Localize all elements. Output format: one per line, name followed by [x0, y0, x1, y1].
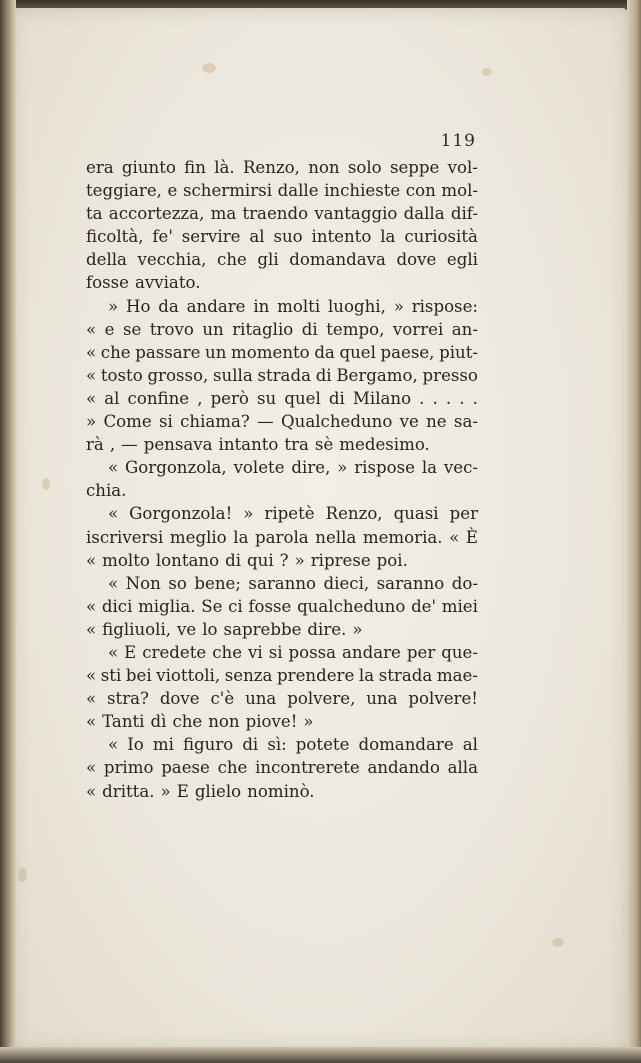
- text-line: » Come si chiama? — Qualcheduno ve ne sa-: [86, 412, 478, 432]
- text-line: chia.: [86, 481, 127, 501]
- text-line: « Gorgonzola, volete dire, » rispose la vec-: [108, 458, 478, 478]
- text-line: fosse avviato.: [86, 273, 201, 293]
- text-line: era giunto fin là. Renzo, non solo seppe vol-: [86, 158, 478, 177]
- foxing-spot: [18, 868, 27, 882]
- text-line: « dici miglia. Se ci fosse qualcheduno de' miei: [86, 596, 478, 616]
- foxing-spot: [482, 68, 492, 76]
- text-line: « stra? dove c'è una polvere, una polvere!: [86, 689, 478, 709]
- text-line: « e se trovo un ritaglio di tempo, vorrei an-: [86, 319, 478, 339]
- text-line: « tosto grosso, sulla strada di Bergamo, presso: [86, 365, 478, 385]
- foxing-spot: [552, 938, 564, 947]
- text-line: « al confine , però su quel di Milano . . . . .: [86, 388, 478, 408]
- page-number: 119: [440, 131, 476, 151]
- text-line: « primo paese che incontrerete andando alla: [86, 758, 478, 778]
- text-line: teggiare, e schermirsi dalle inchieste con mol-: [86, 181, 478, 201]
- text-line: « molto lontano di qui ? » riprese poi.: [86, 550, 408, 570]
- text-line: della vecchia, che gli domandava dove egli: [86, 250, 478, 270]
- text-line: « Non so bene; saranno dieci, saranno do-: [108, 573, 478, 593]
- text-line: rà , — pensava intanto tra sè medesimo.: [86, 435, 430, 455]
- text-line: « Tanti dì che non piove! »: [86, 712, 314, 732]
- text-line: « E credete che vi si possa andare per que-: [108, 642, 478, 662]
- text-line: « Gorgonzola! » ripetè Renzo, quasi per: [108, 504, 478, 524]
- text-line: ta accortezza, ma traendo vantaggio dalla dif-: [86, 204, 478, 224]
- text-line: « che passare un momento da quel paese, piut-: [86, 342, 478, 362]
- text-line: ficoltà, fe' servire al suo intento la curiosità: [86, 227, 478, 247]
- text-line: « Io mi figuro di sì: potete domandare al: [108, 735, 478, 755]
- body-text: [86, 156, 478, 803]
- book-bottom-edge: [0, 1047, 641, 1063]
- text-line: « sti bei viottoli, senza prendere la strada mae-: [86, 666, 478, 686]
- text-line: « dritta. » E glielo nominò.: [86, 781, 315, 801]
- book-left-edge: [0, 0, 16, 1063]
- book-right-edge: [627, 0, 641, 1063]
- foxing-spot: [202, 63, 216, 73]
- foxing-spot: [42, 478, 50, 490]
- text-line: iscriversi meglio la parola nella memoria. « È: [86, 527, 478, 547]
- text-line: » Ho da andare in molti luoghi, » rispose:: [108, 296, 478, 316]
- text-line: « figliuoli, ve lo saprebbe dire. »: [86, 619, 363, 639]
